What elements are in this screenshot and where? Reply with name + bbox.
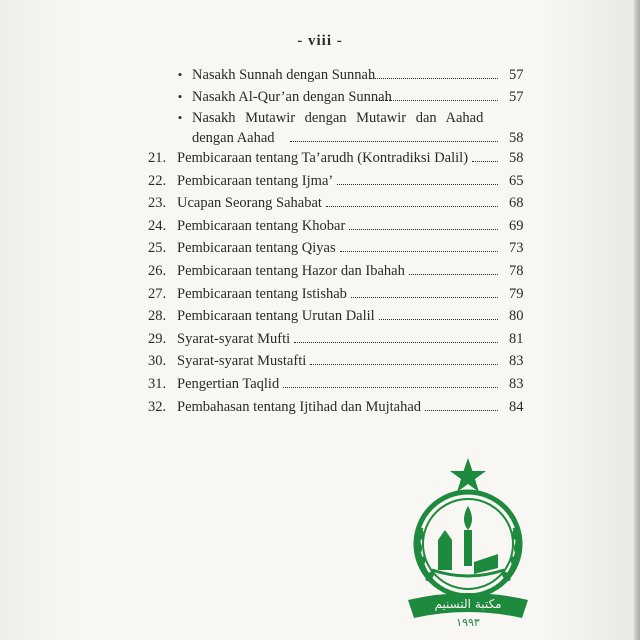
seal-year: ١٩٩٣ (456, 616, 480, 628)
toc-number: 22. (148, 172, 167, 189)
toc-title-line2: dengan Aahad (192, 130, 275, 146)
toc-title: Pembicaraan tentang Hazor dan Ibahah (177, 263, 405, 279)
toc-title: Nasakh Sunnah dengan Sunnah (192, 67, 376, 83)
toc-entry (0, 215, 640, 237)
toc-entry (0, 373, 640, 395)
dot-leader (310, 350, 498, 365)
bullet-icon: • (177, 110, 183, 125)
toc-title: Nasakh Mutawir dengan Mutawir dan Aahad (192, 110, 484, 126)
dot-leader (340, 237, 498, 252)
open-book-icon (474, 554, 498, 574)
toc-number: 29. (148, 330, 167, 347)
dot-leader (283, 373, 498, 388)
toc-entry (0, 328, 640, 350)
toc-page: 80 (509, 308, 524, 325)
dot-leader (290, 127, 498, 142)
toc-entry (0, 237, 640, 259)
toc-bullet-item (0, 64, 640, 86)
toc-number: 31. (148, 376, 167, 392)
dot-leader (370, 64, 498, 79)
toc-number: 23. (148, 195, 167, 212)
toc-title: Pembicaraan tentang Ta’arudh (Kontradiksi Dalil) (177, 150, 469, 166)
toc-entry (0, 170, 640, 192)
building-icon (438, 540, 452, 570)
dot-leader (409, 260, 498, 275)
dot-leader (425, 396, 498, 411)
dot-leader (377, 86, 498, 101)
toc-title: Pembicaraan tentang Khobar (177, 217, 346, 234)
toc-page: 83 (509, 353, 524, 370)
toc-page: 84 (509, 398, 524, 415)
dot-leader (379, 305, 498, 320)
toc-entry (0, 350, 640, 372)
star-icon (450, 458, 486, 492)
toc-page: 58 (509, 130, 524, 146)
toc-title: Ucapan Seorang Sahabat (177, 195, 322, 212)
toc-entry (0, 305, 640, 327)
toc-page: 57 (509, 67, 524, 83)
toc-page: 73 (509, 240, 524, 257)
library-seal-emblem (402, 458, 534, 628)
toc-number: 24. (148, 217, 167, 234)
toc-number: 27. (148, 285, 167, 302)
toc-number: 21. (148, 150, 167, 166)
toc-title: Pembahasan tentang Ijtihad dan Mujtahad (177, 398, 422, 415)
toc-bullet-item (0, 107, 640, 129)
toc-entry (0, 396, 640, 418)
toc-page: 83 (509, 376, 524, 392)
toc-title: Pengertian Taqlid (177, 376, 280, 392)
candle-icon (464, 530, 472, 566)
toc-number: 25. (148, 240, 167, 257)
toc-page: 81 (509, 330, 524, 347)
toc-page: 69 (509, 217, 524, 234)
toc-page: 57 (509, 89, 524, 105)
dot-leader (349, 215, 498, 230)
toc-number: 32. (148, 398, 167, 415)
toc-page: 65 (509, 172, 524, 189)
toc-bullet-item-continuation (0, 127, 640, 149)
dot-leader (326, 192, 498, 207)
dot-leader (337, 170, 498, 185)
toc-entry (0, 260, 640, 282)
bullet-icon: • (177, 89, 183, 104)
toc-entry (0, 192, 640, 214)
toc-title: Syarat-syarat Mufti (177, 330, 291, 347)
toc-entry (0, 283, 640, 305)
toc-title: Pembicaraan tentang Urutan Dalil (177, 308, 375, 325)
dot-leader (472, 147, 498, 162)
bullet-icon: • (177, 67, 183, 82)
toc-page: 79 (509, 285, 524, 302)
toc-page: 58 (509, 150, 524, 166)
toc-entry (0, 147, 640, 169)
page-number: - viii - (297, 33, 343, 49)
flame-icon (464, 506, 472, 530)
toc-title: Pembicaraan tentang Ijma’ (177, 172, 334, 189)
toc-title: Nasakh Al-Qur’an dengan Sunnah (192, 89, 392, 105)
seal-arabic-name: مكتبة التسنيم (434, 597, 502, 611)
toc-page: 78 (509, 263, 524, 279)
toc-page: 68 (509, 195, 524, 212)
dot-leader (294, 328, 498, 343)
toc-number: 26. (148, 263, 167, 279)
toc-bullet-item (0, 86, 640, 108)
toc-title: Pembicaraan tentang Qiyas (177, 240, 336, 257)
toc-number: 30. (148, 353, 167, 370)
dot-leader (351, 283, 498, 298)
toc-number: 28. (148, 308, 167, 325)
toc-title: Pembicaraan tentang Istishab (177, 285, 347, 302)
toc-title: Syarat-syarat Mustafti (177, 353, 307, 370)
